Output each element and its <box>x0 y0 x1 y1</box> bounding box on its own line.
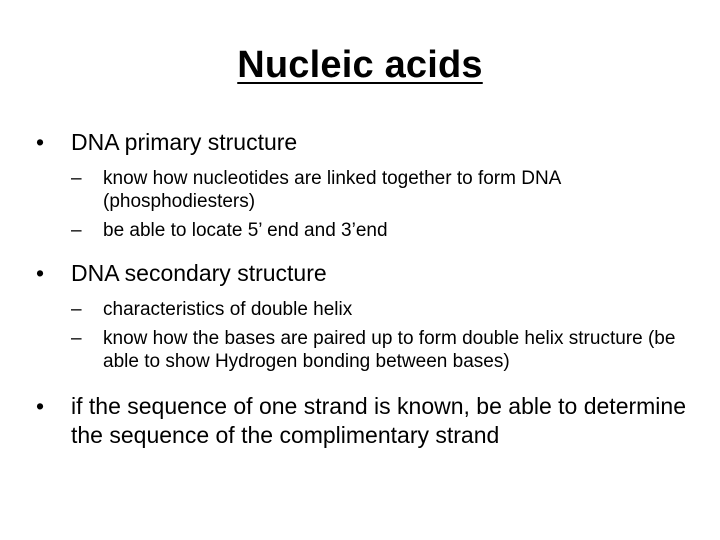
bullet-icon: • <box>36 260 45 286</box>
bullet-text: if the sequence of one strand is known, be able to determine the sequence of the complimentary strand <box>71 393 687 448</box>
bullet-icon: • <box>36 129 45 155</box>
sub-item-text: know how nucleotides are linked together to form DNA (phosphodiesters) <box>103 168 561 212</box>
bullet-text: DNA secondary structure <box>71 260 327 286</box>
dash-icon: – <box>71 328 82 349</box>
dash-icon: – <box>71 220 82 241</box>
sub-item-text: know how the bases are paired up to form double helix structure (be able to show Hydrogen bonding between bases) <box>103 328 676 372</box>
sub-list-primary <box>71 167 686 242</box>
sub-list-secondary <box>71 298 686 373</box>
bullet-item-dna-secondary-structure <box>36 259 686 288</box>
sub-item-text: be able to locate 5’ end and 3’end <box>103 220 388 241</box>
sub-item <box>71 327 686 373</box>
bullet-item-dna-primary-structure <box>36 128 686 157</box>
dash-icon: – <box>71 299 82 320</box>
bullet-icon: • <box>36 393 45 419</box>
sub-item <box>71 219 686 242</box>
sub-item <box>71 167 686 213</box>
sub-item <box>71 298 686 321</box>
bullet-text: DNA primary structure <box>71 129 298 155</box>
slide-title: Nucleic acids <box>237 44 483 86</box>
bullet-list <box>36 128 686 450</box>
bullet-item-complementary-strand <box>36 392 686 450</box>
dash-icon: – <box>71 168 82 189</box>
sub-item-text: characteristics of double helix <box>103 299 353 320</box>
